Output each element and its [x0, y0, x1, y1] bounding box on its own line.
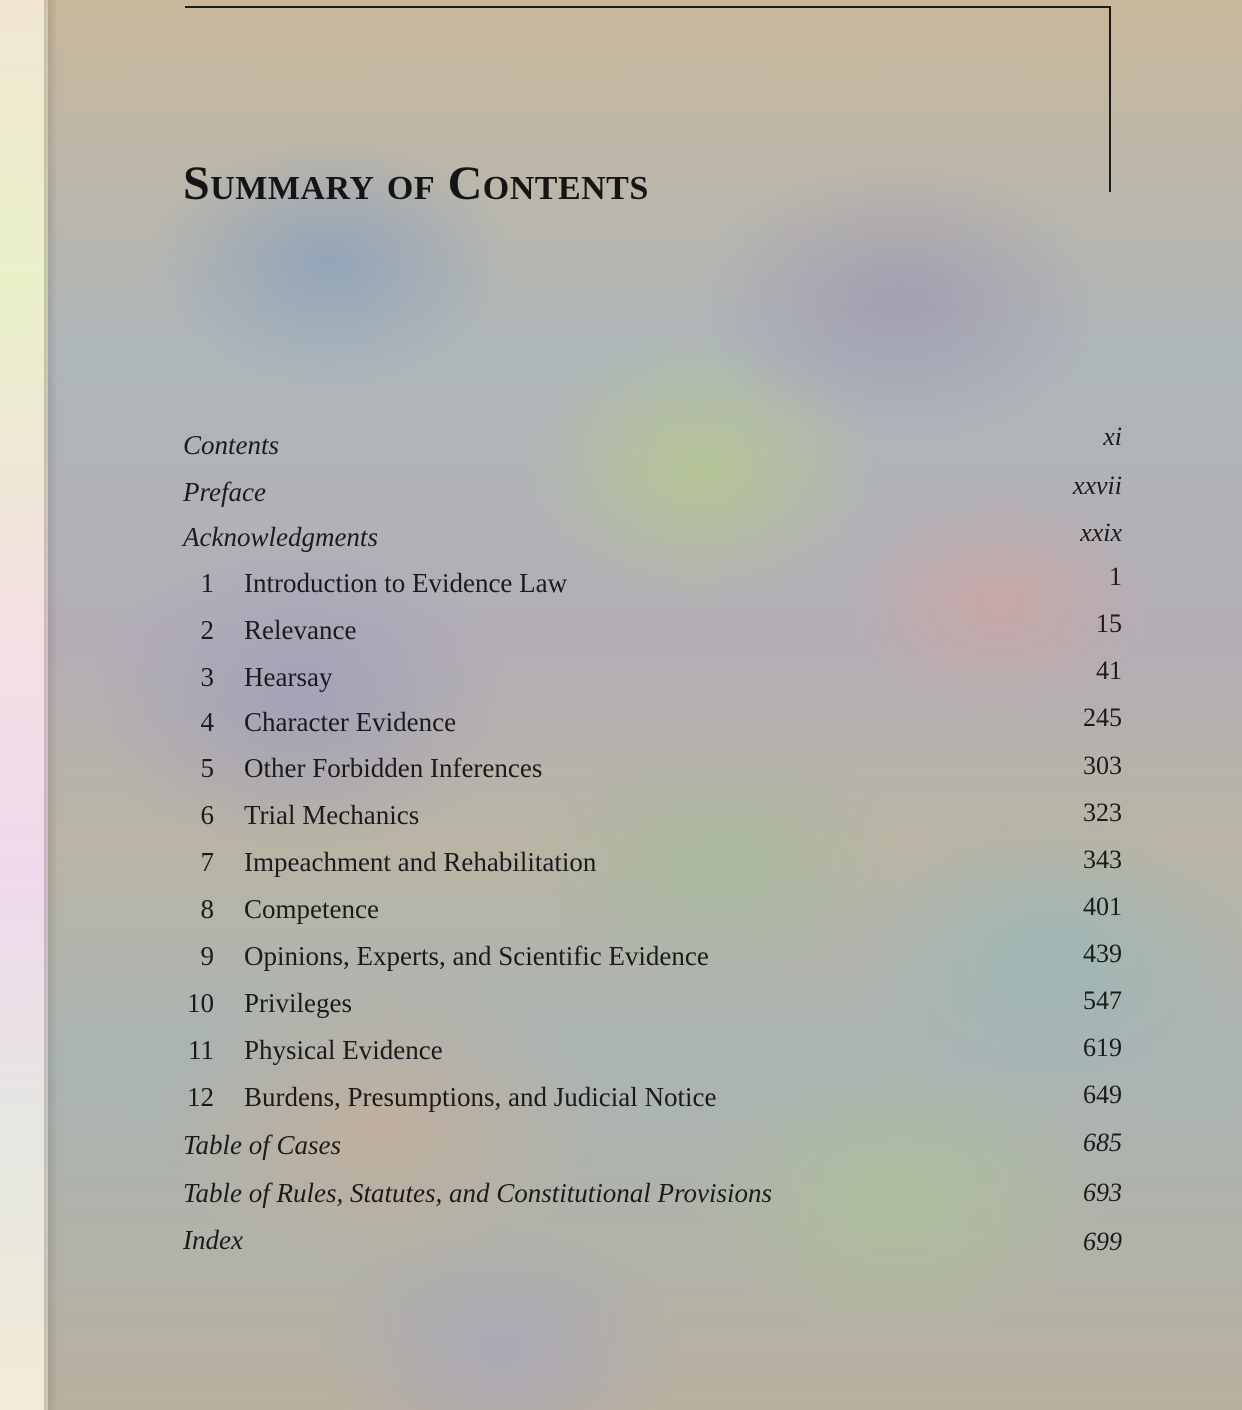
toc-entry-index	[0, 1225, 1242, 1265]
toc-entry-label: Contents	[183, 430, 280, 460]
toc-page-number: xxix	[1080, 518, 1122, 547]
toc-entry-label: Index	[183, 1225, 243, 1255]
chapter-number: 10	[187, 988, 214, 1018]
chapter-title: Introduction to Evidence Law	[244, 568, 568, 598]
toc-page-number: 649	[1083, 1080, 1122, 1109]
toc-page-number: 693	[1083, 1178, 1122, 1207]
chapter-number: 1	[200, 568, 214, 598]
chapter-number: 11	[188, 1035, 214, 1065]
toc-entry-table-of-cases	[0, 1130, 1242, 1170]
chapter-number: 8	[200, 894, 214, 924]
toc-page-number: 401	[1083, 892, 1122, 921]
toc-chapter-12	[0, 1082, 1242, 1122]
toc-page-number: 685	[1083, 1128, 1122, 1157]
toc-chapter-2	[0, 609, 1242, 655]
toc-page-number: 343	[1083, 845, 1122, 874]
toc-page-number: 41	[1096, 656, 1122, 685]
toc-page-number: 547	[1083, 986, 1122, 1015]
chapter-number: 12	[187, 1082, 214, 1112]
chapter-title: Competence	[244, 894, 379, 924]
toc-chapter-4	[0, 703, 1242, 747]
chapter-title: Character Evidence	[244, 707, 457, 737]
chapter-title: Hearsay	[244, 662, 333, 692]
toc-page-number: 1	[1109, 562, 1122, 591]
chapter-number: 6	[200, 800, 214, 830]
chapter-title: Other Forbidden Inferences	[244, 753, 543, 783]
toc-page-number: 323	[1083, 798, 1122, 827]
toc-page-number: 245	[1083, 703, 1122, 732]
chapter-number: 3	[200, 662, 214, 692]
toc-chapter-6	[0, 800, 1242, 840]
toc-chapter-5	[0, 753, 1242, 793]
toc-chapter-1	[0, 562, 1242, 608]
chapter-number: 2	[200, 615, 214, 645]
header-rule	[185, 6, 1111, 8]
toc-page-number: xxvii	[1072, 471, 1122, 500]
toc-entry-label: Acknowledgments	[183, 522, 378, 552]
chapter-number: 4	[200, 707, 214, 737]
toc-page-number: 619	[1083, 1033, 1122, 1062]
chapter-title: Impeachment and Rehabilitation	[244, 847, 597, 877]
toc-chapter-7	[0, 847, 1242, 887]
toc-chapter-9	[0, 941, 1242, 981]
toc-entry-label: Table of Rules, Statutes, and Constitutional Provisions	[183, 1178, 773, 1208]
toc-chapter-10	[0, 988, 1242, 1028]
toc-entry-preface	[0, 471, 1242, 517]
page-title: Summary of Contents	[183, 157, 649, 210]
chapter-title: Burdens, Presumptions, and Judicial Notice	[244, 1082, 717, 1112]
toc-chapter-8	[0, 894, 1242, 934]
toc-page-number: 15	[1096, 609, 1122, 638]
chapter-title: Privileges	[244, 988, 352, 1018]
chapter-title: Physical Evidence	[244, 1035, 443, 1065]
toc-entry-contents	[0, 422, 1242, 470]
toc-entry-label: Preface	[183, 477, 266, 507]
toc-page-number: 699	[1083, 1227, 1122, 1256]
toc-page-number: 303	[1083, 751, 1122, 780]
toc-chapter-3	[0, 656, 1242, 702]
toc-entry-label: Table of Cases	[183, 1130, 342, 1160]
chapter-title: Relevance	[244, 615, 357, 645]
chapter-title: Opinions, Experts, and Scientific Evidence	[244, 941, 709, 971]
chapter-number: 7	[200, 847, 214, 877]
header-bracket	[1109, 6, 1111, 192]
toc-page-number: 439	[1083, 939, 1122, 968]
toc-chapter-11	[0, 1035, 1242, 1075]
chapter-number: 9	[200, 941, 214, 971]
chapter-title: Trial Mechanics	[244, 800, 420, 830]
toc-entry-acknowledgments	[0, 518, 1242, 562]
toc-entry-table-of-rules	[0, 1178, 1242, 1218]
toc-page-number: xi	[1103, 422, 1122, 451]
chapter-number: 5	[200, 753, 214, 783]
